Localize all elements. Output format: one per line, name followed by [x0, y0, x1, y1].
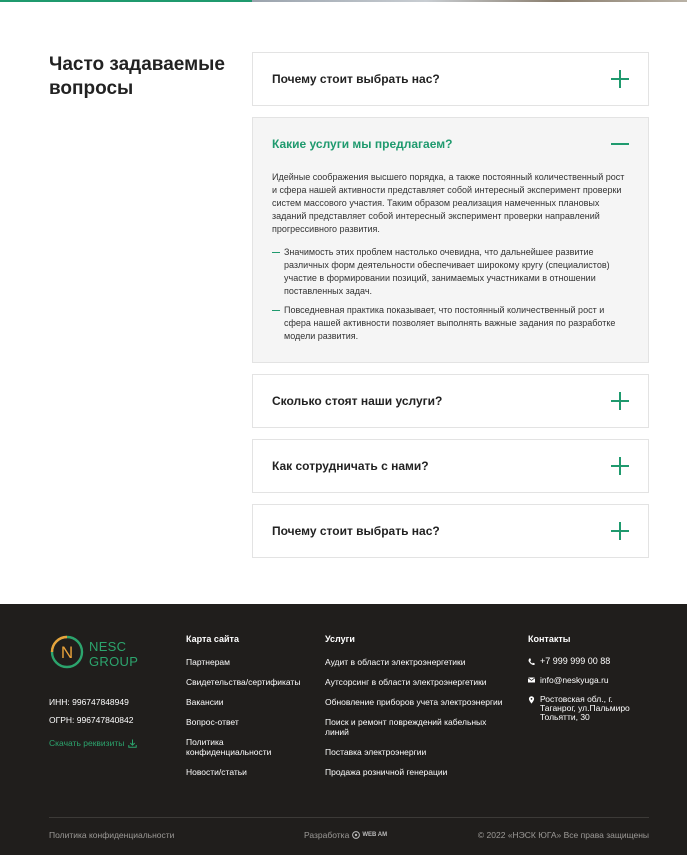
faq-item-header[interactable]	[253, 53, 648, 105]
logo-mark-icon	[49, 634, 85, 670]
minus-icon[interactable]	[611, 135, 629, 153]
faq-question: Почему стоит выбрать нас?	[272, 72, 440, 86]
developer-credit[interactable]	[304, 830, 387, 840]
footer-link[interactable]: Свидетельства/сертификаты	[186, 677, 301, 687]
company-logo[interactable]	[49, 634, 149, 674]
sitemap-column	[186, 634, 316, 787]
phone-icon	[528, 658, 535, 666]
download-icon	[128, 739, 137, 748]
copyright-text: © 2022 «НЭСК ЮГА» Все права защищены	[477, 830, 649, 840]
developer-logo: WEB AM	[352, 831, 387, 839]
sitemap-title: Карта сайта	[186, 634, 239, 644]
ogrn-text: ОГРН: 996747840842	[49, 715, 134, 725]
services-title: Услуги	[325, 634, 355, 644]
dash-icon	[272, 310, 280, 311]
footer-link[interactable]: Политика конфиденциальности	[186, 737, 272, 757]
footer	[0, 604, 687, 855]
webam-icon	[352, 831, 360, 839]
top-strip	[0, 0, 687, 2]
top-strip-image	[252, 0, 687, 2]
faq-item-open	[252, 117, 649, 363]
footer-link[interactable]: Вопрос-ответ	[186, 717, 239, 727]
bullet-text: Значимость этих проблем настолько очевидна, что дальнейшее развитие различных форм деятельности обеспечивает широкому кругу (специалистов) участие в формировании позиций, занимаемых участниками в отношении поставленных задач.	[284, 247, 610, 296]
phone-contact[interactable]: +7 999 999 00 88	[528, 657, 648, 666]
faq-item-header[interactable]	[253, 118, 648, 170]
footer-divider	[49, 817, 649, 818]
faq-list	[252, 52, 649, 569]
faq-question: Как сотрудничать с нами?	[272, 459, 429, 473]
faq-item-header[interactable]	[253, 375, 648, 427]
bullet-text: Повседневная практика показывает, что постоянный количественный рост и сфера нашей активности позволяет выполнять важные задания по разработке модели развития.	[284, 305, 616, 341]
services-column	[325, 634, 520, 787]
plus-icon[interactable]	[611, 70, 629, 88]
faq-answer	[253, 171, 648, 370]
plus-icon[interactable]	[611, 392, 629, 410]
contacts-column	[528, 634, 648, 732]
logo-text: NESC GROUP	[89, 639, 139, 669]
plus-icon[interactable]	[611, 522, 629, 540]
address-contact: Ростовская обл., г. Таганрог, ул.Пальмиро Тольятти, 30	[528, 695, 648, 722]
footer-link[interactable]: Аутсорсинг в области электроэнергетики	[325, 677, 487, 687]
footer-link[interactable]: Партнерам	[186, 657, 230, 667]
faq-question: Какие услуги мы предлагаем?	[272, 137, 453, 151]
top-strip-accent	[0, 0, 252, 2]
faq-answer-list	[272, 246, 629, 343]
footer-link[interactable]: Вакансии	[186, 697, 224, 707]
footer-link[interactable]: Поставка электроэнергии	[325, 747, 427, 757]
faq-item	[252, 374, 649, 428]
faq-title: Часто задаваемые вопросы	[49, 54, 225, 99]
faq-item-header[interactable]	[253, 505, 648, 557]
location-pin-icon	[528, 696, 535, 704]
faq-answer-bullet	[272, 246, 629, 298]
plus-icon[interactable]	[611, 457, 629, 475]
faq-question: Сколько стоят наши услуги?	[272, 394, 443, 408]
footer-link[interactable]: Новости/статьи	[186, 767, 247, 777]
footer-link[interactable]: Аудит в области электроэнергетики	[325, 657, 466, 667]
footer-link[interactable]: Поиск и ремонт повреждений кабельных линий	[325, 717, 487, 737]
footer-link[interactable]: Обновление приборов учета электроэнергии	[325, 697, 503, 707]
faq-answer-bullet	[272, 304, 629, 343]
contacts-title: Контакты	[528, 634, 571, 644]
dash-icon	[272, 252, 280, 253]
faq-question: Почему стоит выбрать нас?	[272, 524, 440, 538]
developer-label: Разработка	[304, 830, 350, 840]
inn-text: ИНН: 996747848949	[49, 697, 129, 707]
svg-text:N: N	[60, 643, 74, 662]
faq-item	[252, 52, 649, 106]
faq-item-header[interactable]	[253, 440, 648, 492]
faq-item	[252, 504, 649, 558]
email-contact[interactable]: info@neskyuga.ru	[528, 676, 648, 685]
privacy-link[interactable]: Политика конфиденциальности	[49, 830, 175, 840]
mail-icon	[528, 677, 535, 683]
faq-answer-paragraph: Идейные соображения высшего порядка, а также постоянный количественный рост и сфера нашей активности представляет собой интересный эксперимент проверки систем массового участия. Таким образом реализация намеченных плановых заданий представляет собой интересный эксперимент проверки направлений прогрессивного развития.	[272, 172, 625, 234]
footer-link[interactable]: Продажа розничной генерации	[325, 767, 448, 777]
download-requisites-link[interactable]: Скачать реквизиты	[49, 738, 137, 748]
faq-item	[252, 439, 649, 493]
